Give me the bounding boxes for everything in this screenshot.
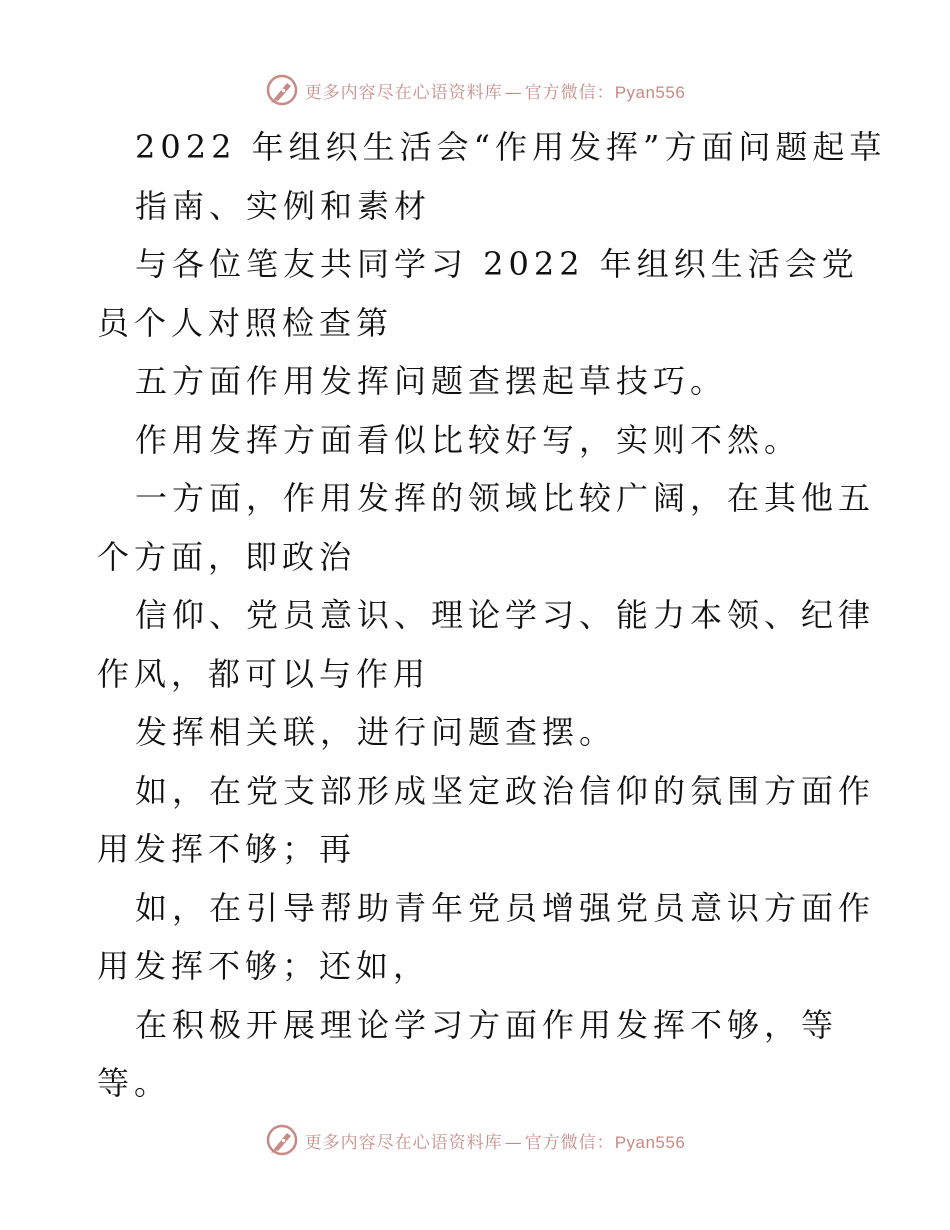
watermark-text	[305, 1128, 686, 1153]
document-body	[0, 118, 950, 1113]
paragraph-9: 如，在党支部形成坚定政治信仰的氛围方面作用发挥不够；再	[97, 771, 876, 868]
watermark-wechat-label: 官方微信：	[524, 1132, 615, 1153]
paragraph-10: 如，在引导帮助青年党员增强党员意识方面作用发挥不够；还如，	[97, 888, 876, 985]
paragraph-2: 指南、实例和素材	[135, 186, 432, 225]
paragraph-4: 五方面作用发挥问题查摆起草技巧。	[135, 362, 728, 400]
paragraph-1: 2022 年组织生活会“作用发挥”方面问题起草	[135, 128, 887, 166]
watermark-separator: —	[504, 82, 523, 103]
paragraph-8: 发挥相关联，进行问题查摆。	[135, 713, 617, 751]
paragraph-7: 信仰、党员意识、理论学习、能力本领、纪律作风，都可以与作用	[97, 596, 876, 693]
pen-nib-logo-icon	[265, 1123, 299, 1157]
watermark-site-text: 更多内容尽在心语资料库	[304, 82, 503, 103]
pen-nib-logo-icon	[265, 73, 299, 107]
watermark-site-text: 更多内容尽在心语资料库	[304, 1132, 503, 1153]
watermark-text	[305, 78, 686, 103]
footer-watermark	[0, 1120, 950, 1160]
paragraph-3: 与各位笔友共同学习 2022 年组织生活会党员个人对照检查第	[97, 245, 859, 342]
paragraph-5: 作用发挥方面看似比较好写，实则不然。	[135, 420, 802, 459]
watermark-wechat-label: 官方微信：	[524, 82, 615, 103]
header-watermark	[0, 70, 950, 110]
watermark-wechat-id: Pyan556	[614, 82, 686, 102]
paragraph-6: 一方面，作用发挥的领域比较广阔，在其他五个方面，即政治	[97, 479, 876, 576]
paragraph-11: 在积极开展理论学习方面作用发挥不够，等等。	[97, 1005, 839, 1102]
watermark-separator: —	[504, 1132, 523, 1153]
watermark-wechat-id: Pyan556	[614, 1132, 686, 1152]
